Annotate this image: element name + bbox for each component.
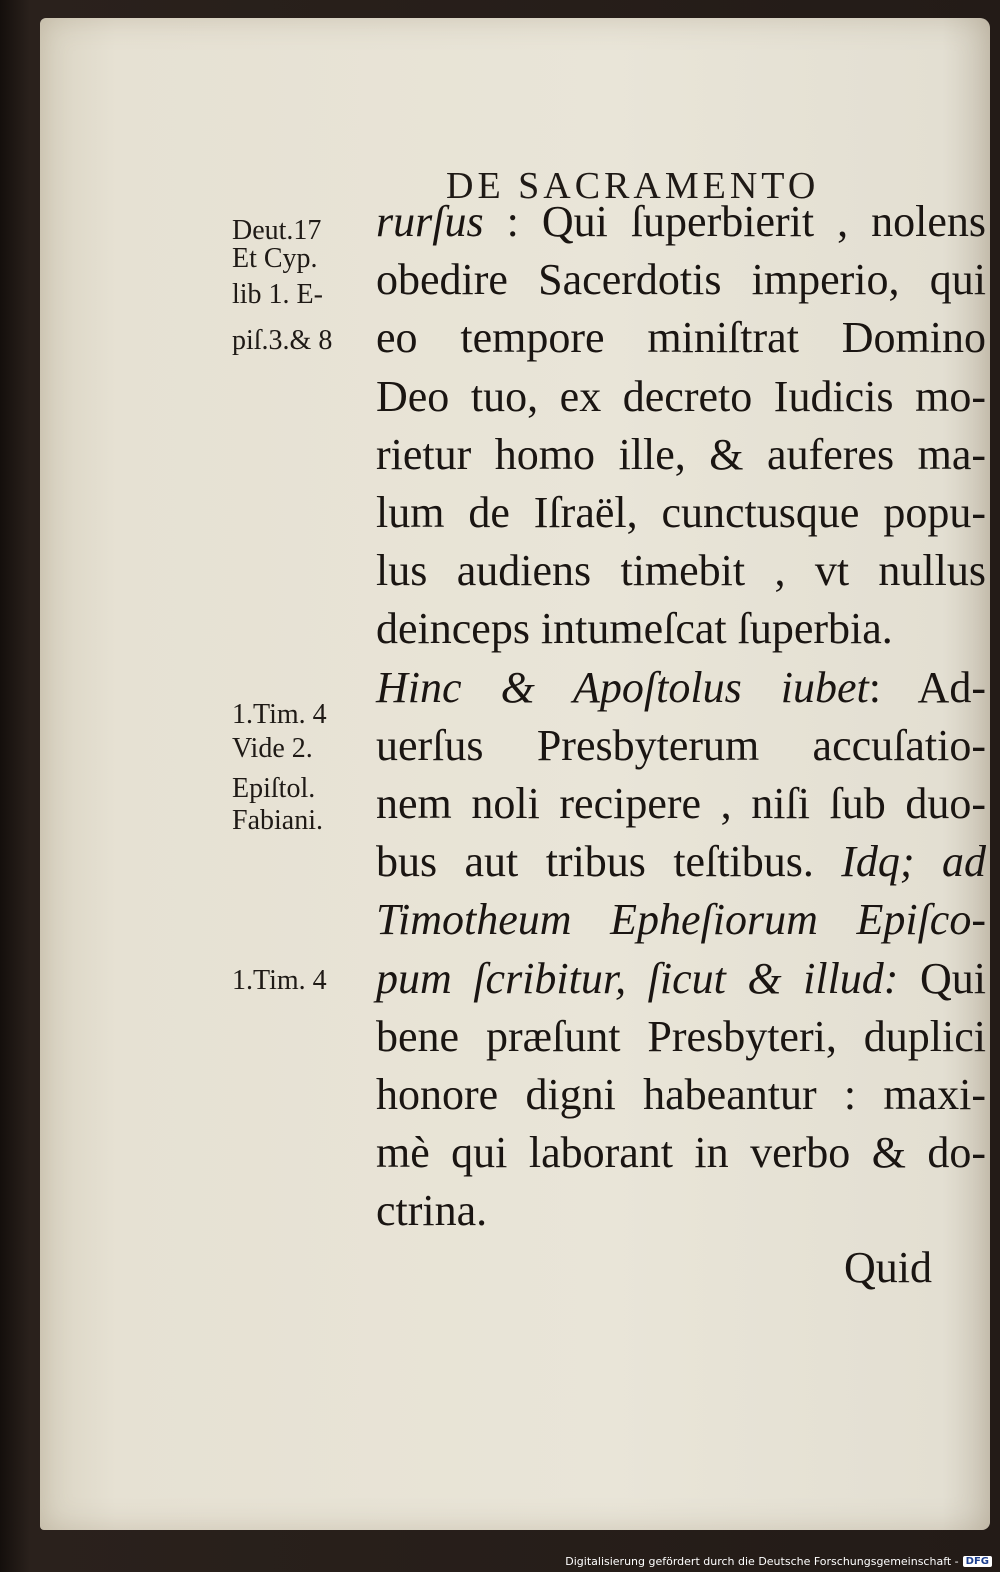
roman-text: bene præſunt Presbyteri, duplici: [376, 1012, 986, 1061]
body-line: [376, 1129, 986, 1177]
roman-text: : Qui ſuperbierit , nolens: [483, 197, 986, 246]
body-line: [376, 1071, 986, 1119]
roman-text: deinceps intumeſcat ſuperbia.: [376, 604, 893, 653]
body-line: [376, 896, 986, 944]
body-line: [376, 198, 986, 246]
marginal-note-line: Deut.17: [232, 215, 322, 246]
roman-text: mè qui laborant in verbo & do-: [376, 1128, 986, 1177]
marginal-note-line: Fabiani.: [232, 805, 323, 836]
roman-text: uerſus Presbyterum accuſatio-: [376, 721, 986, 770]
marginal-note-line: Vide 2.: [232, 733, 313, 764]
roman-text: nem noli recipere , niſi ſub duo-: [376, 779, 986, 828]
digitization-credit: [565, 1555, 992, 1568]
marginal-note-line: 1.Tim. 4: [232, 699, 327, 730]
body-line: [376, 547, 986, 595]
body-line: [376, 431, 986, 479]
running-head: DE SACRAMENTO: [446, 165, 820, 207]
roman-text: honore digni habeantur : maxi-: [376, 1070, 986, 1119]
body-line: [376, 1013, 986, 1061]
catchword: Quid: [844, 1243, 932, 1292]
marginal-note-line: piſ.3.& 8: [232, 325, 333, 356]
marginal-note-line: Epiſtol.: [232, 773, 316, 804]
credit-text: Digitalisierung gefördert durch die Deutsche Forschungsgemeinschaft -: [565, 1555, 959, 1568]
body-line: [376, 780, 986, 828]
italic-text: Idq; ad: [813, 837, 986, 886]
body-line: [376, 605, 986, 653]
roman-text: Qui: [898, 954, 987, 1003]
body-line: [376, 314, 986, 362]
roman-text: Deo tuo, ex decreto Iudicis mo-: [376, 372, 986, 421]
body-line: [376, 489, 986, 537]
roman-text: eo tempore miniſtrat Domino: [376, 313, 986, 362]
roman-text: rietur homo ille, & auferes ma-: [376, 430, 986, 479]
marginal-note-line: Et Cyp.: [232, 243, 318, 274]
italic-text: pum ſcribitur, ſicut & illud:: [376, 954, 899, 1003]
body-line: [376, 1187, 986, 1235]
roman-text: lus audiens timebit , vt nullus: [376, 546, 986, 595]
italic-text: rurſus: [376, 197, 484, 246]
roman-text: bus aut tribus teſtibus.: [376, 837, 814, 886]
body-line: [376, 955, 986, 1003]
body-line: [376, 256, 986, 304]
body-line: [376, 373, 986, 421]
body-line: [376, 722, 986, 770]
italic-text: Hinc & Apoſtolus iubet: [376, 663, 869, 712]
body-line: [376, 664, 986, 712]
italic-text: Timotheum Epheſiorum Epiſco-: [376, 895, 986, 944]
roman-text: lum de Iſraël, cunctusque popu-: [376, 488, 986, 537]
marginal-note-line: lib 1. E-: [232, 279, 323, 310]
roman-text: obedire Sacerdotis imperio, qui: [376, 255, 986, 304]
roman-text: : Ad-: [868, 663, 986, 712]
marginal-note-line: 1.Tim. 4: [232, 965, 327, 996]
book-page: [40, 18, 990, 1530]
dfg-logo-icon: DFG: [963, 1556, 992, 1567]
roman-text: ctrina.: [376, 1186, 488, 1235]
body-line: [376, 838, 986, 886]
